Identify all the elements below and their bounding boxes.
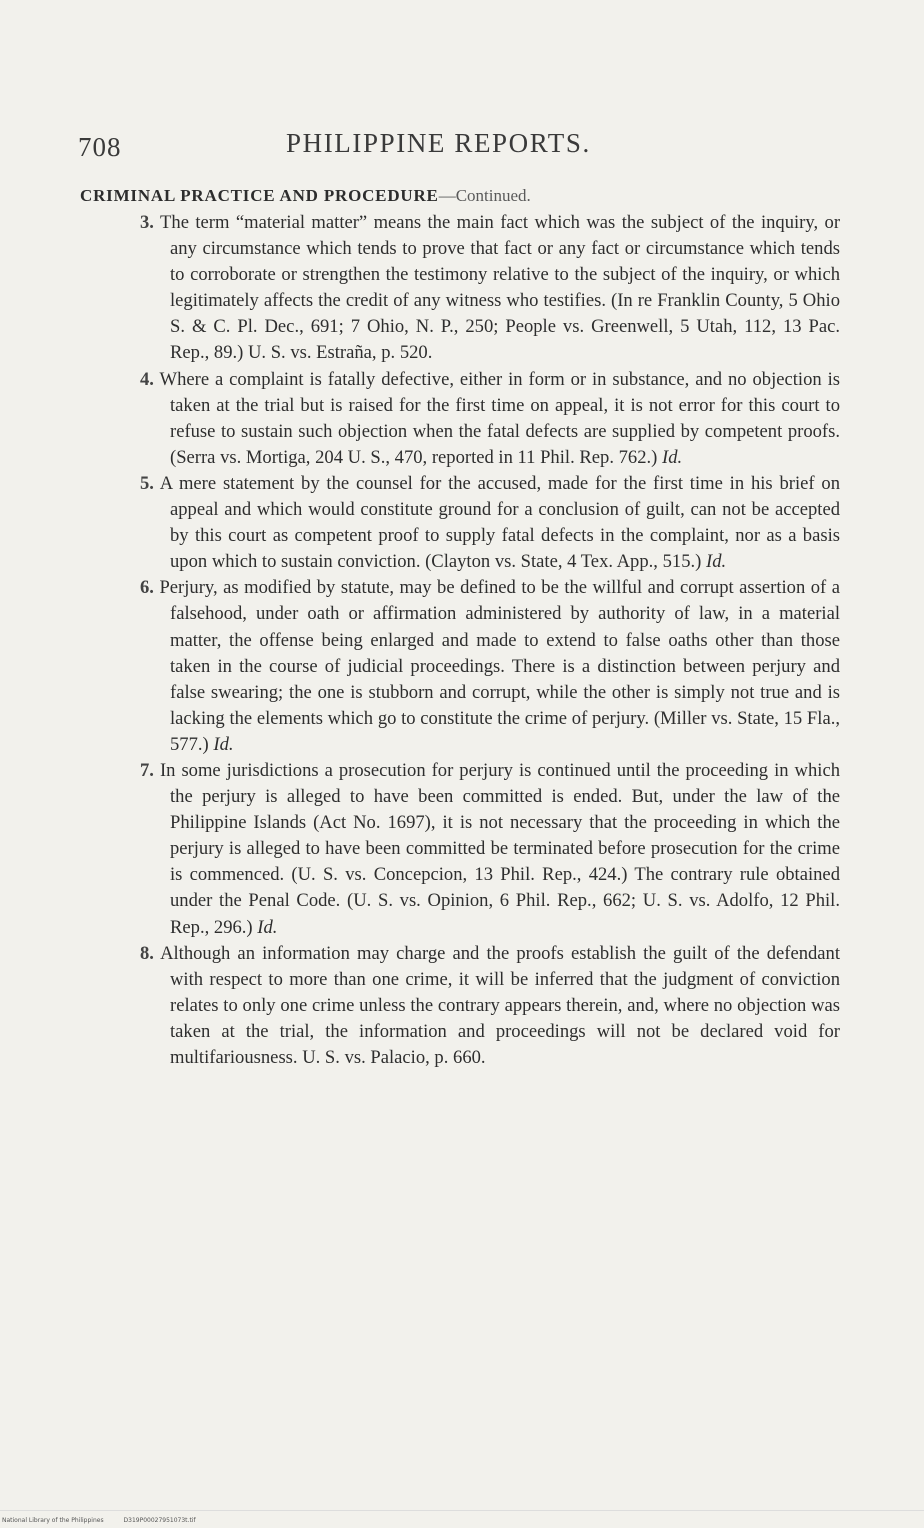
paragraph-text: Perjury, as modified by statute, may be defined to be the willful and corrupt assertion of a falsehood, under oath or affirmation administered by authority of law, in a material matter, the offense being enlarged and made to extend to false oaths other than those taken in the course of judicial proceedings. There is a distinction between perjury and false swearing; the one is stubborn and corrupt, while the other is simply not true and is lacking the elements which go to constitute the crime of perjury. (Miller vs. State, 15 Fla., 577.): [159, 577, 840, 755]
page-number: 708: [78, 132, 122, 162]
syllabus-paragraph: [140, 471, 840, 575]
paragraph-text: Although an information may charge and the proofs establish the guilt of the defendant with respect to more than one crime, it will be inferred that the judgment of conviction relates to only one crime unless the contrary appears therein, and, where no objection was taken at the trial, the information and proceedings will not be declared void for multifariousness. U. S. vs. Palacio, p. 660.: [160, 942, 841, 1068]
paragraph-text: A mere statement by the counsel for the accused, made for the first time in his brief on appeal and which would constitute ground for a conclusion of guilt, can not be accepted by this court as competent proof to supply fatal defects in the complaint, nor as a basis upon which to sustain conviction. (Clayton vs. State, 4 Tex. App., 515.): [159, 472, 840, 573]
page-header: [78, 128, 838, 168]
footer-library: National Library of the Philippines: [2, 1517, 104, 1524]
paragraph-text: The term “material matter” means the main fact which was the subject of the inquiry, or any circumstance which tends to prove that fact or any fact or circumstance which tends to corroborate or strengthen the testimony relative to the subject of the inquiry, or which legitimately affects the credit of any witness who testifies. (In re Franklin County, 5 Ohio S. & C. Pl. Dec., 691; 7 Ohio, N. P., 250; People vs. Greenwell, 5 Utah, 112, 13 Pac. Rep., 89.) U. S. vs. Estraña, p. 520.: [160, 212, 841, 364]
paragraph-citation: Id.: [662, 446, 683, 468]
paragraph-citation: Id.: [213, 733, 234, 755]
paragraph-number: 5.: [140, 472, 154, 494]
paragraph-number: 3.: [140, 212, 154, 233]
paragraph-citation: Id.: [706, 551, 727, 573]
syllabus-paragraph: [140, 210, 840, 367]
section-heading-continued: —Continued.: [438, 186, 531, 205]
paragraph-number: 6.: [140, 577, 154, 599]
syllabus-paragraph: [140, 941, 840, 1071]
running-title: PHILIPPINE REPORTS.: [286, 128, 591, 158]
paragraph-text: Where a complaint is fatally defective, either in form or in substance, and no objection is taken at the trial but is raised for the first time on appeal, it is not error for this court to refuse to sustain such objection when the fatal defects are supplied by competent proofs. (Serra vs. Mortiga, 204 U. S., 470, reported in 11 Phil. Rep. 762.): [159, 368, 841, 468]
paragraph-number: 8.: [140, 942, 154, 964]
section-heading-title: CRIMINAL PRACTICE AND PROCEDURE: [80, 186, 439, 205]
scan-footer: [2, 1517, 214, 1524]
paragraph-number: 4.: [140, 368, 154, 390]
paragraph-citation: Id.: [257, 916, 278, 938]
footer-divider: [0, 1510, 924, 1511]
footer-code: D319P00027951073t.tif: [123, 1517, 196, 1524]
syllabus-paragraphs: [140, 210, 840, 1071]
paragraph-text: In some jurisdictions a prosecution for perjury is continued until the proceeding in which the perjury is alleged to have been committed is ended. But, under the law of the Philippine Islands (Act No. 1697), it is not necessary that the proceeding in which the perjury is alleged to have been committed be terminated before prosecution for the crime is commenced. (U. S. vs. Concepcion, 13 Phil. Rep., 424.) The contrary rule obtained under the Penal Code. (U. S. vs. Opinion, 6 Phil. Rep., 662; U. S. vs. Adolfo, 12 Phil. Rep., 296.): [159, 759, 840, 938]
section-heading: [80, 186, 531, 206]
paragraph-number: 7.: [140, 759, 154, 781]
syllabus-paragraph: [140, 575, 840, 758]
syllabus-paragraph: [140, 367, 840, 471]
syllabus-paragraph: [140, 758, 840, 941]
